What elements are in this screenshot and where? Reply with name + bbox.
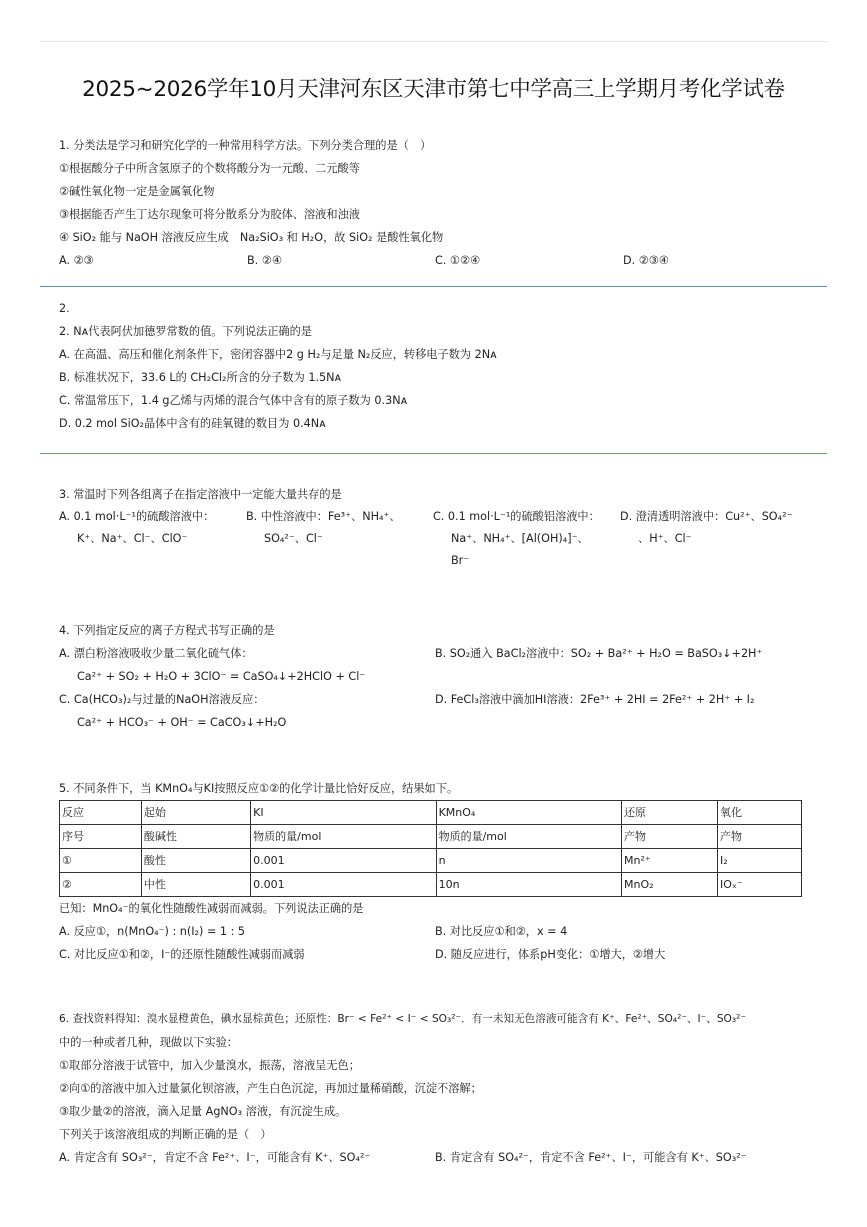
table-cell: I₂ (717, 849, 801, 873)
option-row (59, 943, 827, 966)
statement: ①根据酸分子中所含氢原子的个数将酸分为一元酸、二元酸等 (59, 162, 360, 175)
page-title: 2025~2026学年10月天津河东区天津市第七中学高三上学期月考化学试卷 (82, 77, 785, 102)
table-header-cell: 氧化 (717, 801, 801, 825)
section-divider (40, 286, 827, 287)
question-stem: 2. Nᴀ代表阿伏加德罗常数的值。下列说法正确的是 (59, 325, 312, 338)
option-line: 、H⁺、Cl⁻ (638, 532, 692, 545)
table-header-cell: 序号 (60, 825, 142, 849)
option-line: B. SO₂通入 BaCl₂溶液中：SO₂ + Ba²⁺ + H₂O = BaSO₃↓+2H⁺ (435, 647, 763, 660)
option-c[interactable]: C. 对比反应①和②，I⁻的还原性随酸性减弱而减弱 (59, 948, 305, 961)
table-row (60, 849, 802, 873)
table-header-cell: 起始 (141, 801, 250, 825)
top-divider (40, 41, 827, 42)
table-header-cell: 产物 (622, 825, 718, 849)
option-c[interactable] (433, 506, 620, 572)
option-d[interactable] (435, 688, 811, 734)
question-stem: 5. 不同条件下，当 KMnO₄与KI按照反应①②的化学计量比恰好反应，结果如下。 (59, 782, 459, 795)
option-d[interactable] (620, 506, 807, 572)
question-6 (59, 1008, 827, 1169)
table-header-cell: 还原 (622, 801, 718, 825)
option-d[interactable]: D. ②③④ (623, 254, 669, 267)
question-stem: 3. 常温时下列各组离子在指定溶液中一定能大量共存的是 (59, 488, 342, 501)
statement: ③根据能否产生丁达尔现象可将分散系分为胶体、溶液和浊液 (59, 208, 360, 221)
option-row (59, 642, 827, 688)
question-stem: 1. 分类法是学习和研究化学的一种常用科学方法。下列分类合理的是（ ） (59, 139, 432, 152)
option-line: D. 澄清透明溶液中：Cu²⁺、SO₄²⁻ (620, 510, 793, 523)
table-header-cell: KMnO₄ (436, 801, 621, 825)
option-d[interactable]: D. 随反应进行，体系pH变化：①增大，②增大 (435, 948, 666, 961)
table-header-cell: 物质的量/mol (251, 825, 436, 849)
option-b[interactable]: B. 标准状况下，33.6 L的 CH₂Cl₂所含的分子数为 1.5Nᴀ (59, 371, 342, 384)
table-cell: MnO₂ (622, 873, 718, 897)
option-d[interactable]: D. 0.2 mol SiO₂晶体中含有的硅氧键的数目为 0.4Nᴀ (59, 417, 326, 430)
question-1 (59, 134, 827, 272)
option-line: D. FeCl₃溶液中滴加HI溶液：2Fe³⁺ + 2HI = 2Fe²⁺ + 2H⁺ + I₂ (435, 693, 755, 706)
table-cell: ① (60, 849, 142, 873)
table-cell: 0.001 (251, 849, 436, 873)
option-b[interactable]: B. ②④ (247, 254, 282, 267)
option-b[interactable] (246, 506, 433, 572)
option-row (59, 920, 827, 943)
data-table (59, 800, 802, 897)
equation: Ca²⁺ + SO₂ + H₂O + 3ClO⁻ = CaSO₄↓+2HClO + Cl⁻ (77, 670, 366, 683)
option-b[interactable]: B. 肯定含有 SO₄²⁻，肯定不含 Fe²⁺、I⁻，可能含有 K⁺、SO₃²⁻ (435, 1151, 747, 1164)
option-line: C. Ca(HCO₃)₂与过量的NaOH溶液反应： (59, 693, 265, 706)
table-cell: Mn²⁺ (622, 849, 718, 873)
table-header-cell: 物质的量/mol (436, 825, 621, 849)
table-header-cell: 酸碱性 (141, 825, 250, 849)
question-number: 2. (59, 302, 70, 315)
question-5 (59, 777, 827, 966)
statement: ④ SiO₂ 能与 NaOH 溶液反应生成 Na₂SiO₃ 和 H₂O，故 SiO₂ 是酸性氧化物 (59, 231, 444, 244)
option-a[interactable]: A. 肯定含有 SO₃²⁻，肯定不含 Fe²⁺、I⁻，可能含有 K⁺、SO₄²⁻ (59, 1151, 371, 1164)
option-row (59, 1146, 827, 1169)
table-header-row (60, 825, 802, 849)
table-header-cell: 反应 (60, 801, 142, 825)
question-4 (59, 619, 827, 734)
option-line: SO₄²⁻、Cl⁻ (264, 532, 323, 545)
table-header-cell: 产物 (717, 825, 801, 849)
table-cell: ② (60, 873, 142, 897)
option-line: A. 0.1 mol·L⁻¹的硫酸溶液中： (59, 510, 215, 523)
table-header-row (60, 801, 802, 825)
option-a[interactable]: A. 在高温、高压和催化剂条件下，密闭容器中2 g H₂与足量 N₂反应，转移电子数为 2Nᴀ (59, 348, 497, 361)
option-a[interactable] (59, 506, 246, 572)
option-c[interactable]: C. ①②④ (435, 254, 481, 267)
equation: Ca²⁺ + HCO₃⁻ + OH⁻ = CaCO₃↓+H₂O (77, 716, 287, 729)
table-header-cell: KI (251, 801, 436, 825)
option-row (59, 688, 827, 734)
table-row (60, 873, 802, 897)
table-cell: 中性 (141, 873, 250, 897)
statement: ②碱性氧化物一定是金属氧化物 (59, 185, 215, 198)
option-row (59, 249, 827, 272)
option-line: K⁺、Na⁺、Cl⁻、ClO⁻ (77, 532, 188, 545)
option-a[interactable]: A. 反应①，n(MnO₄⁻) : n(I₂) = 1 : 5 (59, 925, 246, 938)
question-prompt: 下列关于该溶液组成的判断正确的是（ ） (59, 1128, 272, 1141)
table-cell: 0.001 (251, 873, 436, 897)
table-cell: 酸性 (141, 849, 250, 873)
experiment-step: ①取部分溶液于试管中，加入少量溴水，振荡，溶液呈无色； (59, 1059, 360, 1072)
question-stem-continued: 中的一种或者几种，现做以下实验： (59, 1036, 239, 1049)
option-line: Br⁻ (451, 554, 470, 567)
option-line: B. 中性溶液中：Fe³⁺、NH₄⁺、 (246, 510, 401, 523)
table-cell: IOₓ⁻ (717, 873, 801, 897)
option-line: Na⁺、NH₄⁺、[Al(OH)₄]⁻、 (451, 532, 589, 545)
option-line: C. 0.1 mol·L⁻¹的硫酸铝溶液中： (433, 510, 600, 523)
option-grid (59, 506, 827, 572)
question-3 (59, 483, 827, 572)
option-b[interactable]: B. 对比反应①和②，x = 4 (435, 925, 568, 938)
question-stem: 4. 下列指定反应的离子方程式书写正确的是 (59, 624, 275, 637)
option-c[interactable]: C. 常温常压下，1.4 g乙烯与丙烯的混合气体中含有的原子数为 0.3Nᴀ (59, 394, 408, 407)
option-a[interactable] (59, 642, 435, 688)
question-stem: 6. 查找资料得知：溴水显橙黄色，碘水显棕黄色；还原性：Br⁻ < Fe²⁺ < I⁻ < SO₃²⁻．有一未知无色溶液可能含有 K⁺、Fe²⁺、SO₄²⁻、I⁻、SO₃²⁻ (59, 1013, 746, 1025)
known-condition: 已知：MnO₄⁻的氧化性随酸性减弱而减弱。下列说法正确的是 (59, 902, 364, 915)
option-line: A. 漂白粉溶液吸收少量二氧化硫气体： (59, 647, 253, 660)
experiment-step: ②向①的溶液中加入过量氯化钡溶液，产生白色沉淀，再加过量稀硝酸，沉淀不溶解； (59, 1082, 482, 1095)
section-divider (40, 453, 827, 454)
table-cell: 10n (436, 873, 621, 897)
option-a[interactable]: A. ②③ (59, 254, 94, 267)
question-2 (59, 297, 827, 435)
experiment-step: ③取少量②的溶液，滴入足量 AgNO₃ 溶液，有沉淀生成。 (59, 1105, 347, 1118)
table-cell: n (436, 849, 621, 873)
option-c[interactable] (59, 688, 435, 734)
option-b[interactable] (435, 642, 811, 688)
